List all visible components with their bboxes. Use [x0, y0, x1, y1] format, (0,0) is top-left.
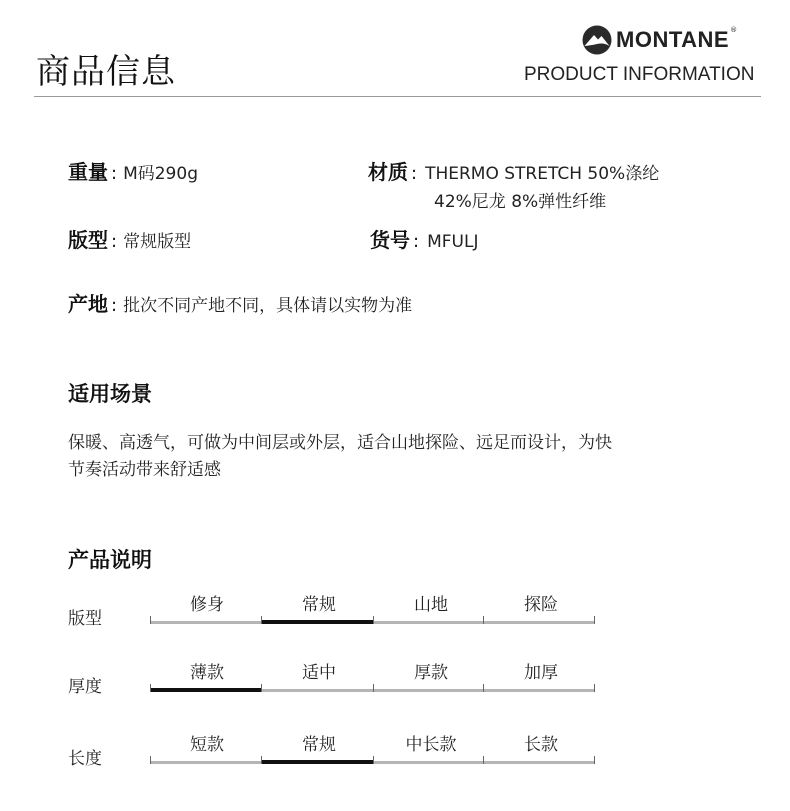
scale-option-label: 厚款 — [414, 663, 448, 683]
spec-colon: : — [413, 231, 420, 252]
scale-option-label: 修身 — [190, 595, 224, 615]
brand-logo — [582, 24, 737, 56]
page-title: 商品信息 — [36, 52, 176, 92]
scale-option-label: 长款 — [524, 735, 558, 755]
scale-tick — [373, 684, 374, 692]
scale-tick — [483, 684, 484, 692]
spec-fit-label: 版型 — [68, 228, 108, 252]
scale-segment-selected — [262, 760, 373, 764]
brand-name: MONTANE — [616, 27, 730, 52]
scale-row-label: 厚度 — [68, 677, 102, 697]
scale-tick — [261, 756, 262, 764]
spec-weight-label: 重量 — [68, 160, 108, 184]
scale-option-label: 薄款 — [190, 663, 224, 683]
spec-fit-value: 常规版型 — [123, 232, 192, 252]
scale-option-label: 短款 — [190, 735, 224, 755]
usage-text-line2: 节奏活动带来舒适感 — [68, 460, 221, 480]
scale-segment — [150, 621, 261, 624]
scale-segment-selected — [150, 688, 261, 692]
scale-tick — [373, 756, 374, 764]
spec-weight-value: M码290g — [123, 164, 198, 184]
scale-option-label: 中长款 — [405, 735, 457, 755]
scale-tick — [594, 756, 595, 764]
usage-description — [68, 430, 728, 484]
spec-sku — [370, 224, 478, 253]
scale-segment — [150, 761, 261, 764]
scale-row-label: 长度 — [68, 749, 102, 769]
scale-row-label: 版型 — [68, 609, 102, 629]
scale-segment — [374, 621, 485, 624]
spec-colon: : — [111, 295, 118, 316]
header-divider — [34, 96, 761, 97]
scale-segment — [374, 761, 485, 764]
scale-segment — [374, 689, 485, 692]
registered-mark: ® — [730, 26, 738, 34]
scale-tick — [483, 756, 484, 764]
scale-tick — [483, 616, 484, 624]
scale-tick — [261, 684, 262, 692]
scale-tick — [150, 684, 151, 692]
scale-tick — [594, 684, 595, 692]
spec-material — [368, 156, 659, 212]
usage-title: 适用场景 — [68, 382, 152, 406]
scale-option-label: 加厚 — [524, 663, 558, 683]
scale-option-label: 适中 — [302, 663, 336, 683]
scale-option-label: 常规 — [302, 595, 336, 615]
scale-segment — [484, 621, 595, 624]
scale-tick — [373, 616, 374, 624]
spec-origin — [68, 288, 412, 317]
mountain-logo-icon — [582, 25, 612, 55]
scale-tick — [261, 616, 262, 624]
scale-segment — [484, 761, 595, 764]
spec-sku-value: MFULJ — [427, 232, 479, 252]
usage-text-line1: 保暖、高透气，可做为中间层或外层，适合山地探险、远足而设计，为快 — [68, 433, 612, 453]
spec-sku-label: 货号 — [370, 228, 410, 252]
scale-tick — [594, 616, 595, 624]
spec-colon: : — [411, 163, 418, 184]
spec-material-value-line2: 42%尼龙 8%弹性纤维 — [434, 192, 607, 212]
scale-option-label: 探险 — [524, 595, 558, 615]
spec-colon: : — [111, 231, 118, 252]
spec-material-label: 材质 — [368, 160, 408, 184]
spec-material-value-line1: THERMO STRETCH 50%涤纶 — [425, 164, 660, 184]
description-title: 产品说明 — [68, 548, 152, 572]
page-subtitle: PRODUCT INFORMATION — [524, 64, 755, 85]
scale-option-label: 山地 — [414, 595, 448, 615]
spec-fit — [68, 224, 191, 253]
scale-tick — [150, 756, 151, 764]
scale-tick — [150, 616, 151, 624]
spec-origin-value: 批次不同产地不同，具体请以实物为准 — [123, 296, 413, 316]
scale-segment — [484, 689, 595, 692]
spec-colon: : — [111, 163, 118, 184]
scale-segment — [262, 689, 373, 692]
scale-segment-selected — [262, 620, 373, 624]
spec-weight — [68, 156, 198, 185]
spec-origin-label: 产地 — [68, 292, 108, 316]
scale-option-label: 常规 — [302, 735, 336, 755]
